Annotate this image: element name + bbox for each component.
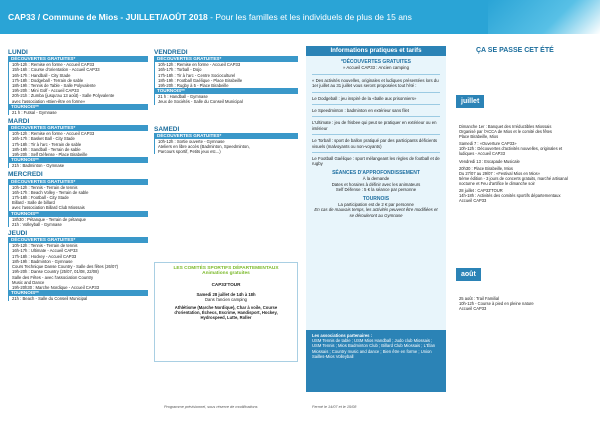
info-s1: *DÉCOUVERTES GRATUITES: [341, 59, 411, 65]
associations-box: [306, 330, 446, 392]
list-item: Accueil CAP33: [459, 198, 487, 204]
list-item: 28 juillet : CAP33'TOUR: [459, 188, 503, 194]
list-item: Accueil CAP33: [459, 306, 487, 312]
info-s3: TOURNOIS: [362, 195, 390, 202]
list-item: Salle des Fêtes - avec l'association Country: [12, 274, 94, 280]
list-item: Vendredi 13 : Escapade Musicale: [459, 158, 520, 164]
list-item: 21h : Badminton - Gymnase: [12, 163, 65, 169]
info-s2: SÉANCES D'APPROFONDISSEMENT: [332, 169, 420, 176]
list-item: 10h-12h : Sortie ouverte - Gymnase: [158, 138, 225, 144]
list-item: 20h-21h : Zumba (jusqu'au 13 août) - Salle Polyvalente: [12, 93, 115, 99]
list-item: Place Birabeille, Mios: [459, 134, 499, 140]
info-p2: Le Dodgeball : jeu inspiré de la «balle aux prisonniers»: [312, 95, 417, 101]
list-jeudi: [8, 243, 148, 290]
divider: [312, 116, 440, 117]
list-item: 10h-12h - Course à pied en pleine nature: [459, 301, 534, 307]
sports-title: LES COMITÉS SPORTIFS DÉPARTEMENTAUX: [173, 266, 279, 271]
list-item: 17h-18h : Hockey - Accueil CAP33: [12, 253, 77, 259]
list-item: 17h-18h : Tir à l'arc - Centre Socioculturel: [158, 72, 236, 78]
list-item: 21h : Volleyball - Gymnase: [12, 221, 62, 227]
tag-juillet: juillet: [456, 95, 484, 108]
divider: [312, 134, 440, 135]
column-left: [8, 46, 148, 301]
list-item: 18h30 : Pétanque - Terrain de pétanque: [12, 216, 86, 222]
bar-decouvertes: DÉCOUVERTES GRATUITES*: [154, 56, 298, 62]
day-mercredi: MERCREDI: [8, 171, 43, 179]
list-item: Samedi 7 : «Ouverture CAP33»: [459, 141, 517, 147]
list-item: 18h-19h : Sandball - Terrain de sable: [12, 146, 81, 152]
list-item: Parcours sportif, Petits jeux etc...): [158, 149, 221, 155]
list-item: 17h-18h : Football - City Stade: [12, 195, 69, 201]
list-item: 5ème édition - 3 jours de concerts gratuits, marché artisanal: [459, 175, 568, 181]
list-item: 16h-17h : Ultimate - Accueil CAP33: [12, 248, 78, 254]
list-item: Du 27/07 au 29/07 : «Festival Mios en Mios»: [459, 170, 541, 176]
info-p5: Le Torball : sport de ballon pratiqué par des participants déficients visuels (malvoyants ou non-voyants): [312, 138, 438, 149]
list-mardi: [8, 131, 148, 157]
sports-date: Samedi 28 juillet de 14h à 18h: [196, 291, 256, 297]
list-item: 10h-12h : Remise en forme - Accueil CAP33: [158, 62, 241, 68]
bar-decouvertes: DÉCOUVERTES GRATUITES*: [8, 237, 148, 243]
list-item: 10h-12h : Découvertes d'activités nouvelles, originales et: [459, 146, 563, 152]
bar-decouvertes: DÉCOUVERTES GRATUITES*: [8, 125, 148, 131]
bar-tournois: TOURNOIS**: [8, 157, 148, 163]
list-item: 15h-16h : Course d'orientation - Accueil CAP33: [12, 67, 100, 73]
list-jeudi-tournois: [8, 296, 148, 301]
list-item: Ateliers en libre accès (Badminton, Speedminton,: [158, 144, 250, 150]
list-mercredi-tournois: [8, 217, 148, 227]
list-mardi-tournois: [8, 163, 148, 168]
list-lundi: [8, 62, 148, 104]
info-p4: L'Ultimate : jeu de frisbee qui peut se pratiquer en extérieur ou en intérieur: [312, 120, 437, 131]
info-p6: Le Football Gaélique : sport mélangeant les règles de football et de rugby: [312, 156, 440, 167]
list-item: 21 h : Handball - Gymnase: [158, 94, 208, 100]
list-vendredi: [154, 62, 298, 88]
bar-tournois: TOURNOIS**: [8, 211, 148, 217]
day-jeudi: JEUDI: [8, 230, 28, 238]
august-events: [456, 296, 596, 311]
list-item: 10h-12h : Remise en forme - Accueil CAP33: [12, 131, 95, 137]
bar-decouvertes: DÉCOUVERTES GRATUITES*: [154, 133, 298, 139]
tag-aout: août: [456, 268, 481, 281]
assoc-body: USM Tennis de table ; USM Mios Handball ; Judo club Miossais ; USM Tennis ; Mios Badminton Club ; Billard Club Miossais ; L'Élan Miossais ; Country music and dance ; Bien être en forme ; Union Sailles-Mios Volleyball: [312, 338, 436, 359]
list-item: 21 h : Futsal - Gymnase: [12, 109, 57, 115]
list-item: 19h-20h : Mini Golf - Accueil CAP33: [12, 88, 79, 94]
july-events: [456, 124, 596, 203]
list-item: Music and Dance: [12, 279, 45, 285]
comites-sportifs-box: [154, 262, 298, 362]
info-s2c: Self Défense : 5 € la séance par personne: [335, 187, 417, 193]
day-vendredi: VENDREDI: [154, 49, 188, 56]
assoc-title: Les associations partenaires :: [312, 333, 373, 338]
list-item: 10h-12h : Remise en forme - Accueil CAP33: [12, 62, 95, 68]
sports-tour: CAP33'TOUR: [211, 282, 241, 288]
list-item: 18h-19h : Tennis de Table - Salle Polyvalente: [12, 83, 96, 89]
list-item: 18h-19h : Football Gaélique - Place Birabeille: [158, 77, 243, 83]
footnote-mid: Fermé le 14/07 et le 15/08: [312, 405, 357, 409]
list-item: Billard - Salle de billard: [12, 200, 55, 206]
day-mardi: MARDI: [8, 118, 30, 126]
bar-tournois: TOURNOIS**: [8, 290, 148, 296]
decorative-wave: [488, 0, 600, 34]
column-middle: [154, 46, 298, 154]
bar-tournois: TOURNOIS**: [154, 88, 298, 94]
list-item: avec l'association «Bien-être en forme»: [12, 98, 86, 104]
list-mercredi: [8, 185, 148, 211]
list-item: 18h-19h : Badminton - Gymnase: [12, 258, 73, 264]
info-s1sub: » Accueil CAP33 : Ancien camping: [343, 65, 409, 71]
info-s3b: En cas de mauvais temps, les activités peuvent être modifiées et se dérouleront au Gymnase: [314, 207, 438, 218]
page-title: CAP33 / Commune de Mios - JUILLET/AOÛT 2018 - Pour les familles et les individuels de plus de 15 ans: [8, 12, 412, 22]
list-item: 17h-18h : Dodgeball - Terrain de sable: [12, 77, 84, 83]
list-item: ludiques - Accueil CAP33: [459, 151, 505, 157]
sports-subtitle: Animations gratuites: [202, 271, 250, 277]
list-item: 19h-20h : Rugby à 5 - Place Birabeille: [158, 83, 229, 89]
list-samedi: [154, 139, 298, 155]
sports-activities: Athlétisme (Marche Nordique), Char à voile, Course d'orientation, Échecs, Escrime, Handisport, Hockey, Hydrospeed, Lutte, Roller: [174, 305, 278, 321]
divider: [312, 104, 440, 105]
list-lundi-tournois: [8, 110, 148, 115]
list-item: Dimanche 1er : Banquet des Irréductibles Miossais: [459, 124, 552, 129]
day-lundi: LUNDI: [8, 49, 28, 56]
bar-decouvertes: DÉCOUVERTES GRATUITES*: [8, 56, 148, 62]
info-p3: Le Speedminton : badminton en extérieur sans filet: [312, 108, 409, 114]
list-vendredi-tournois: [154, 94, 298, 104]
list-item: 20h30 : Place Birabeille, Mios: [459, 165, 513, 171]
list-item: Jeux de Sociétés - Salle du Conseil Municipal: [158, 99, 243, 105]
divider: [312, 92, 440, 93]
list-item: avec l'association Billard Club Miossais: [12, 205, 85, 211]
list-item: 16h-17h : Beach Volley - Terrain de sable: [12, 189, 89, 195]
bar-decouvertes: DÉCOUVERTES GRATUITES*: [8, 179, 148, 185]
info-s2a: À la demande: [362, 176, 390, 182]
list-item: 14h-18h : Activités des comités sportifs départementaux: [459, 193, 561, 199]
list-item: 16h-17h : Torball - Dojo: [158, 67, 202, 73]
list-item: 17h-18h : Tir à l'arc - Terrain de sable: [12, 141, 82, 147]
summer-title: ÇA SE PASSE CET ÉTÉ: [476, 47, 554, 54]
list-item: 10h-12h : Tennis - Terrain de tennis: [12, 184, 78, 190]
list-item: Organisé par l'ACCA de Mios et le comité des fêtes: [459, 129, 552, 135]
list-item: 16h-17h : Basket Ball - City Stade: [12, 136, 75, 142]
list-item: nocturne et Feu d'artifice le dimanche soir: [459, 180, 535, 186]
info-s3a: La participation est de 2 € par personne: [338, 201, 414, 207]
day-samedi: SAMEDI: [154, 125, 180, 133]
info-title: Informations pratiques et tarifs: [306, 46, 446, 56]
divider: [312, 74, 440, 75]
list-item: 19h-20h : Self Défense - Place Birabeille: [12, 152, 88, 158]
list-item: 25 août : Trail Familial: [459, 296, 500, 301]
list-item: 16h-17h : Handball - City Stade: [12, 72, 71, 78]
list-item: 19h-20h30 : Marche Nordique - Accueil CAP33: [12, 284, 100, 290]
list-item: 19h-20h : Danse Country (25/07, 01/08, 22/08): [12, 269, 99, 275]
list-item: Cours Technique Danse Country - Salle des fêtes (26/07): [12, 264, 119, 270]
divider: [312, 152, 440, 153]
list-item: 21h : Beach - Salle du Conseil Municipal: [12, 296, 88, 302]
sports-place: Dans l'ancien camping: [205, 296, 247, 302]
info-p1: « Des activités nouvelles, originales et ludiques présentées lors du 1er juillet au 31 juillet vous seront proposées tout l'été :: [312, 77, 439, 89]
list-item: 10h-12h : Tennis - Terrain de tennis: [12, 243, 78, 249]
bar-tournois: TOURNOIS**: [8, 104, 148, 110]
info-s2b: Dates et horaires à définir avec les animateurs: [331, 181, 421, 187]
footnote-left: Programme prévisionnel, sous réserve de modifications: [164, 405, 258, 409]
